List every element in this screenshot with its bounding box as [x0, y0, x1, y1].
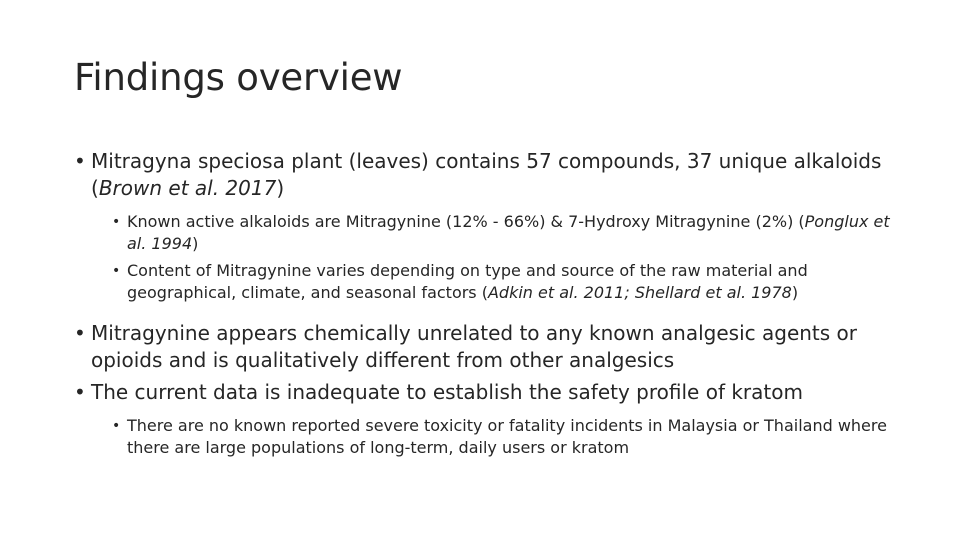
slide-content — [74, 148, 894, 459]
sub-bullet-content-variation — [74, 260, 894, 304]
bullet-text-end: ) — [192, 234, 199, 253]
bullet-text: Mitragynine appears chemically unrelated to any known analgesic agents or opioids and is qualitatively different from other analgesics — [91, 321, 857, 372]
bullet-text: Known active alkaloids are Mitragynine (12% - 66%) & 7-Hydroxy Mitragynine (2%) ( — [127, 212, 805, 231]
bullet-text: Content of Mitragynine varies depending on type and source of the raw material and geographical, climate, and seasonal factors ( — [127, 261, 808, 302]
bullet-icon: • — [74, 149, 86, 173]
citation: Adkin et al. 2011; Shellard et al. 1978 — [487, 283, 792, 302]
citation: Ponglux et al. 1994 — [127, 212, 890, 253]
bullet-icon: • — [112, 418, 121, 434]
bullet-mitragynine-unrelated — [74, 320, 894, 374]
bullet-icon: • — [74, 321, 86, 345]
bullet-text: Mitragyna speciosa plant (leaves) contains 57 compounds, 37 unique alkaloids ( — [91, 149, 882, 200]
bullet-icon: • — [112, 263, 121, 279]
slide-title: Findings overview — [74, 56, 403, 99]
bullet-icon: • — [74, 380, 86, 404]
bullet-icon: • — [112, 214, 121, 230]
sub-bullet-active-alkaloids — [74, 211, 894, 255]
bullet-text-end: ) — [276, 176, 285, 200]
bullet-text: The current data is inadequate to establish the safety profile of kratom — [91, 380, 803, 404]
bullet-inadequate-data — [74, 379, 894, 406]
citation: Brown et al. 2017 — [98, 176, 277, 200]
bullet-text: There are no known reported severe toxicity or fatality incidents in Malaysia or Thailand where there are large populations of long-term, daily users or kratom — [127, 416, 887, 457]
bullet-text-end: ) — [791, 283, 799, 302]
sub-bullet-no-toxicity — [74, 415, 894, 459]
bullet-compounds — [74, 148, 894, 202]
